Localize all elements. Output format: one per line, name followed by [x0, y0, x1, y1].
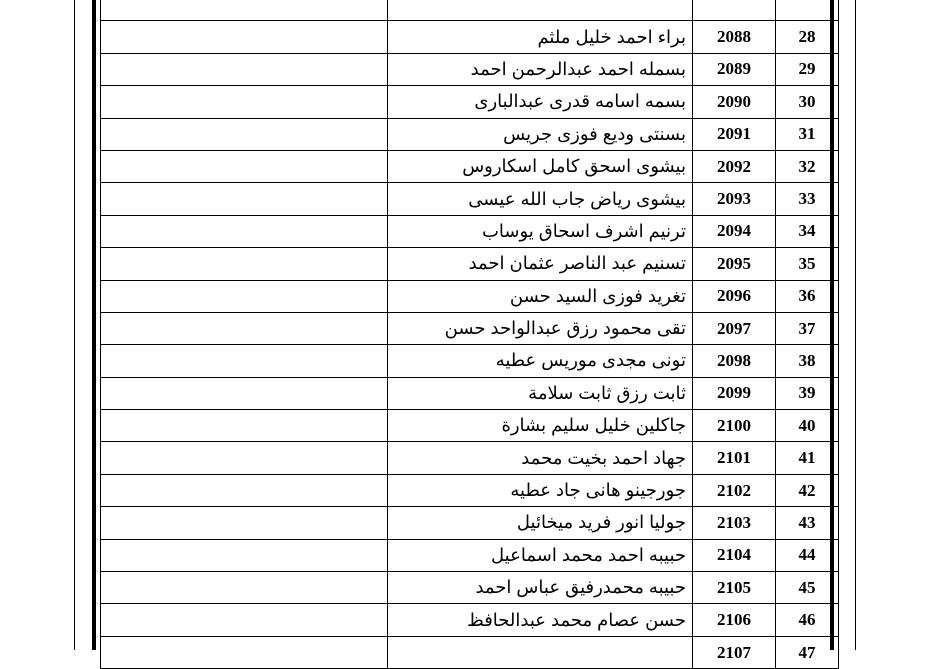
notes-cell — [101, 474, 388, 506]
seat-number-cell: 2098 — [693, 345, 776, 377]
table-row — [101, 312, 839, 344]
table-row — [101, 636, 839, 668]
row-number-cell: 29 — [776, 53, 839, 85]
table-row — [101, 215, 839, 247]
row-number-cell: 45 — [776, 572, 839, 604]
table-row — [101, 53, 839, 85]
row-number-cell: 32 — [776, 150, 839, 182]
student-name-cell — [388, 0, 693, 21]
row-number-cell: 38 — [776, 345, 839, 377]
student-name-cell: بسمله احمد عبدالرحمن احمد — [388, 53, 693, 85]
notes-cell — [101, 539, 388, 571]
names-table — [100, 0, 839, 669]
table-row — [101, 118, 839, 150]
student-name-cell: جورجينو هانى جاد عطيه — [388, 474, 693, 506]
seat-number-cell: 2104 — [693, 539, 776, 571]
seat-number-cell: 2101 — [693, 442, 776, 474]
student-name-cell: جوليا انور فريد ميخائيل — [388, 507, 693, 539]
table-row — [101, 345, 839, 377]
notes-cell — [101, 507, 388, 539]
table-row — [101, 539, 839, 571]
row-number-cell: 31 — [776, 118, 839, 150]
seat-number-cell: 2106 — [693, 604, 776, 636]
seat-number-cell: 2095 — [693, 248, 776, 280]
table-row — [101, 248, 839, 280]
student-name-cell: براء احمد خليل ملثم — [388, 21, 693, 53]
notes-cell — [101, 118, 388, 150]
row-number-cell: 36 — [776, 280, 839, 312]
student-name-cell: جهاد احمد بخيت محمد — [388, 442, 693, 474]
notes-cell — [101, 21, 388, 53]
student-name-cell: حسن عصام محمد عبدالحافظ — [388, 604, 693, 636]
seat-number-cell: 2094 — [693, 215, 776, 247]
seat-number-cell: 2096 — [693, 280, 776, 312]
notes-cell — [101, 215, 388, 247]
notes-cell — [101, 636, 388, 668]
table-row — [101, 280, 839, 312]
notes-cell — [101, 86, 388, 118]
notes-cell — [101, 312, 388, 344]
seat-number-cell: 2088 — [693, 21, 776, 53]
notes-cell — [101, 0, 388, 21]
table-row — [101, 183, 839, 215]
row-number-cell: 33 — [776, 183, 839, 215]
notes-cell — [101, 53, 388, 85]
table-row — [101, 507, 839, 539]
student-name-cell: بسنتى وديع فوزى جريس — [388, 118, 693, 150]
student-name-cell: جاكلين خليل سليم بشارة — [388, 410, 693, 442]
notes-cell — [101, 183, 388, 215]
seat-number-cell: 2100 — [693, 410, 776, 442]
seat-number-cell: 2099 — [693, 377, 776, 409]
notes-cell — [101, 248, 388, 280]
seat-number-cell: 2097 — [693, 312, 776, 344]
row-number-cell: 28 — [776, 21, 839, 53]
row-number-cell: 41 — [776, 442, 839, 474]
row-number-cell: 39 — [776, 377, 839, 409]
row-number-cell: 37 — [776, 312, 839, 344]
row-number-cell — [776, 0, 839, 21]
seat-number-cell: 2089 — [693, 53, 776, 85]
row-number-cell: 35 — [776, 248, 839, 280]
row-number-cell: 43 — [776, 507, 839, 539]
seat-number-cell: 2102 — [693, 474, 776, 506]
student-name-cell: حبيبه محمدرفيق عباس احمد — [388, 572, 693, 604]
table-row — [101, 604, 839, 636]
notes-cell — [101, 410, 388, 442]
student-name-cell: بيشوى اسحق كامل اسكاروس — [388, 150, 693, 182]
row-number-cell: 30 — [776, 86, 839, 118]
table-row — [101, 442, 839, 474]
seat-number-cell: 2103 — [693, 507, 776, 539]
student-name-cell: ترنيم اشرف اسحاق يوساب — [388, 215, 693, 247]
table-row — [101, 410, 839, 442]
student-name-cell: حبيبه احمد محمد اسماعيل — [388, 539, 693, 571]
notes-cell — [101, 572, 388, 604]
seat-number-cell — [693, 0, 776, 21]
row-number-cell: 47 — [776, 636, 839, 668]
row-number-cell: 34 — [776, 215, 839, 247]
seat-number-cell: 2090 — [693, 86, 776, 118]
seat-number-cell: 2091 — [693, 118, 776, 150]
student-name-cell: بيشوى رياض جاب الله عيسى — [388, 183, 693, 215]
seat-number-cell: 2093 — [693, 183, 776, 215]
table-row — [101, 474, 839, 506]
table-row — [101, 0, 839, 21]
student-name-cell: بسمه اسامه قدرى عبدالبارى — [388, 86, 693, 118]
row-number-cell: 42 — [776, 474, 839, 506]
student-name-cell: تونى مجدى موريس عطيه — [388, 345, 693, 377]
notes-cell — [101, 345, 388, 377]
student-name-cell: ثابت رزق ثابت سلامة — [388, 377, 693, 409]
names-table-body — [101, 0, 839, 669]
notes-cell — [101, 150, 388, 182]
student-name-cell — [388, 636, 693, 668]
notes-cell — [101, 377, 388, 409]
seat-number-cell: 2105 — [693, 572, 776, 604]
student-name-cell: تغريد فوزى السيد حسن — [388, 280, 693, 312]
notes-cell — [101, 442, 388, 474]
row-number-cell: 46 — [776, 604, 839, 636]
table-row — [101, 377, 839, 409]
table-row — [101, 86, 839, 118]
table-row — [101, 150, 839, 182]
seat-number-cell: 2107 — [693, 636, 776, 668]
row-number-cell: 40 — [776, 410, 839, 442]
table-row — [101, 572, 839, 604]
student-name-cell: تقى محمود رزق عبدالواحد حسن — [388, 312, 693, 344]
notes-cell — [101, 280, 388, 312]
notes-cell — [101, 604, 388, 636]
student-name-cell: تسنيم عبد الناصر عثمان احمد — [388, 248, 693, 280]
seat-number-cell: 2092 — [693, 150, 776, 182]
table-row — [101, 21, 839, 53]
row-number-cell: 44 — [776, 539, 839, 571]
